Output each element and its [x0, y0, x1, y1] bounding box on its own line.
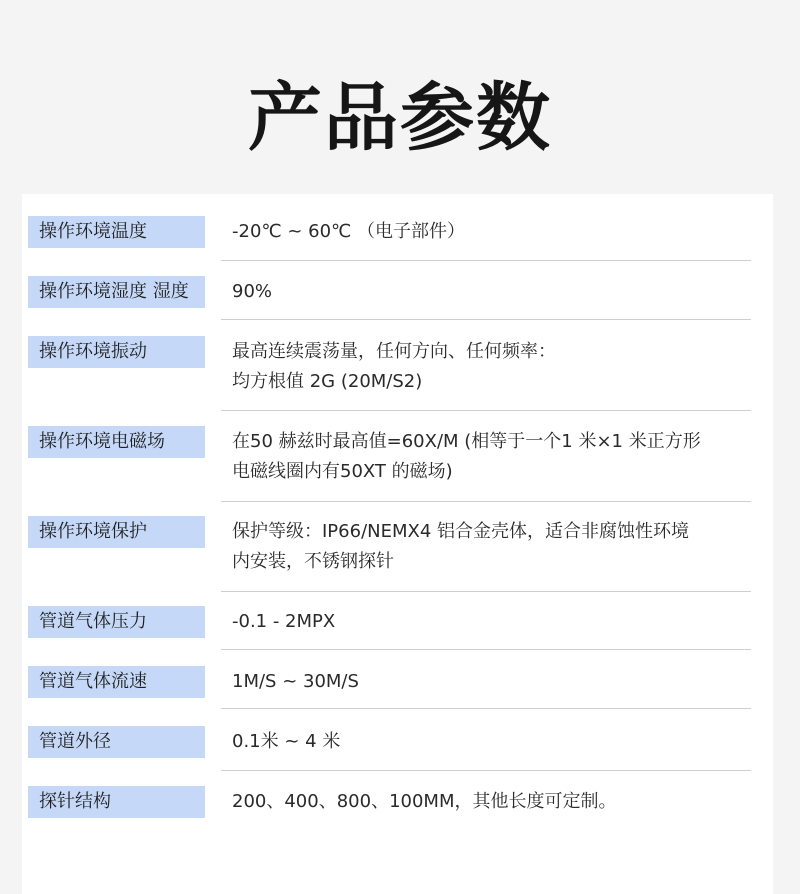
param-label: 管道外径: [28, 726, 205, 758]
param-value-line: 最高连续震荡量，任何方向、任何频率：: [232, 341, 556, 362]
param-value: 90%: [232, 281, 273, 302]
row-divider: [221, 591, 751, 592]
param-label: 探针结构: [28, 786, 205, 818]
param-value: [232, 337, 752, 397]
param-value-line: 保护等级：IP66/NEMX4 铝合金壳体，适合非腐蚀性环境: [232, 521, 690, 542]
row-divider: [221, 410, 751, 411]
param-label: 操作环境温度: [28, 216, 205, 248]
param-value-line: 在50 赫兹时最高值=60X/M (相等于一个1 米×1 米正方形: [232, 431, 701, 452]
param-value: 200、400、800、100MM，其他长度可定制。: [232, 791, 617, 812]
param-value: 1M/S ~ 30M/S: [232, 671, 359, 692]
row-divider: [221, 501, 751, 502]
param-value: -0.1 - 2MPX: [232, 611, 336, 632]
param-label: 操作环境湿度 湿度: [28, 276, 205, 308]
param-label: 操作环境振动: [28, 336, 205, 368]
params-card: [22, 194, 773, 894]
param-label: 操作环境保护: [28, 516, 205, 548]
param-value-line: 内安装，不锈钢探针: [232, 551, 394, 572]
param-value: -20℃ ~ 60℃ （电子部件）: [232, 221, 465, 242]
param-value: [232, 427, 752, 487]
row-divider: [221, 319, 751, 320]
row-divider: [221, 649, 751, 650]
row-divider: [221, 770, 751, 771]
param-value: 0.1米 ~ 4 米: [232, 731, 341, 752]
param-label: 管道气体压力: [28, 606, 205, 638]
row-divider: [221, 708, 751, 709]
param-value-line: 均方根值 2G (20M/S2): [232, 371, 423, 392]
param-label: 管道气体流速: [28, 666, 205, 698]
page-title: 产品参数: [248, 75, 552, 161]
row-divider: [221, 260, 751, 261]
param-label: 操作环境电磁场: [28, 426, 205, 458]
param-value: [232, 517, 752, 577]
param-value-line: 电磁线圈内有50XT 的磁场): [232, 461, 453, 482]
